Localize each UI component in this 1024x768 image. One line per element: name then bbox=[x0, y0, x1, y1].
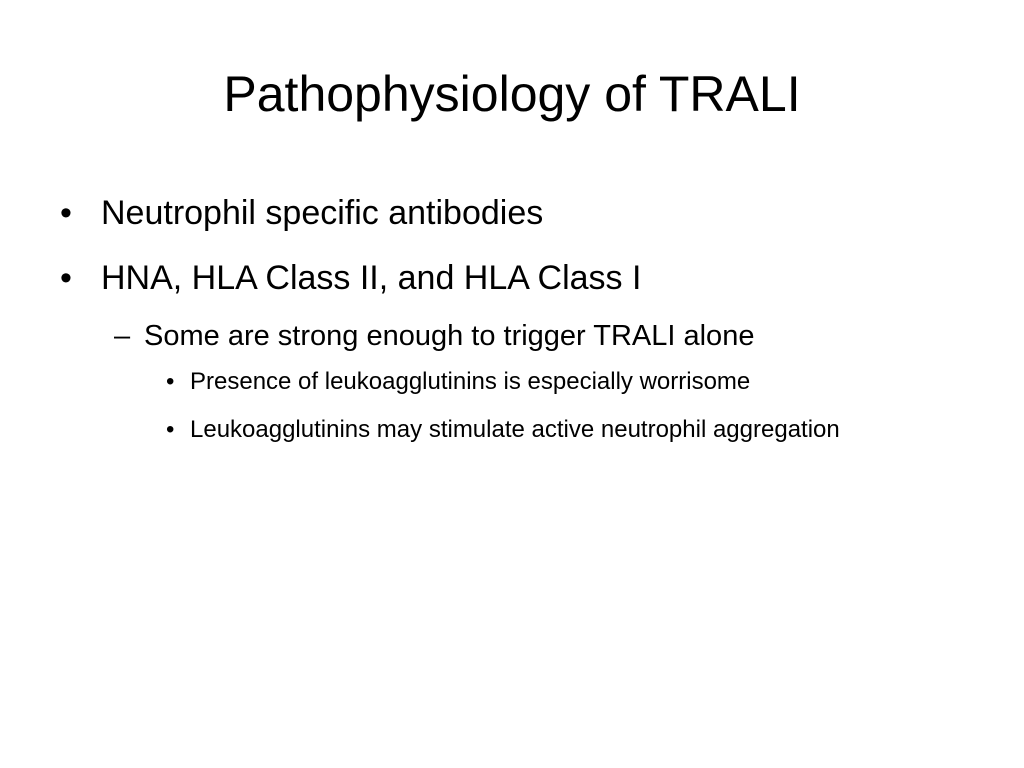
sub-bullet-item bbox=[56, 316, 956, 356]
bullet-text: Neutrophil specific antibodies bbox=[101, 194, 544, 232]
slide-title: Pathophysiology of TRALI bbox=[223, 66, 801, 122]
bullet-list bbox=[56, 190, 956, 462]
bullet-marker: • bbox=[60, 259, 72, 297]
bullet-item bbox=[56, 255, 956, 301]
bullet-marker: • bbox=[166, 416, 175, 443]
dash-marker: – bbox=[114, 320, 131, 352]
sub-bullet-text: Some are strong enough to trigger TRALI alone bbox=[144, 320, 755, 352]
sub-sub-bullet-item bbox=[56, 414, 890, 446]
sub-sub-bullet-item bbox=[56, 366, 890, 398]
bullet-marker: • bbox=[166, 368, 175, 395]
sub-sub-bullet-text: Presence of leukoagglutinins is especially worrisome bbox=[190, 368, 751, 395]
bullet-item bbox=[56, 190, 956, 236]
sub-sub-bullet-text: Leukoagglutinins may stimulate active neutrophil aggregation bbox=[190, 416, 840, 443]
bullet-marker: • bbox=[60, 194, 72, 232]
bullet-text: HNA, HLA Class II, and HLA Class I bbox=[101, 259, 642, 297]
